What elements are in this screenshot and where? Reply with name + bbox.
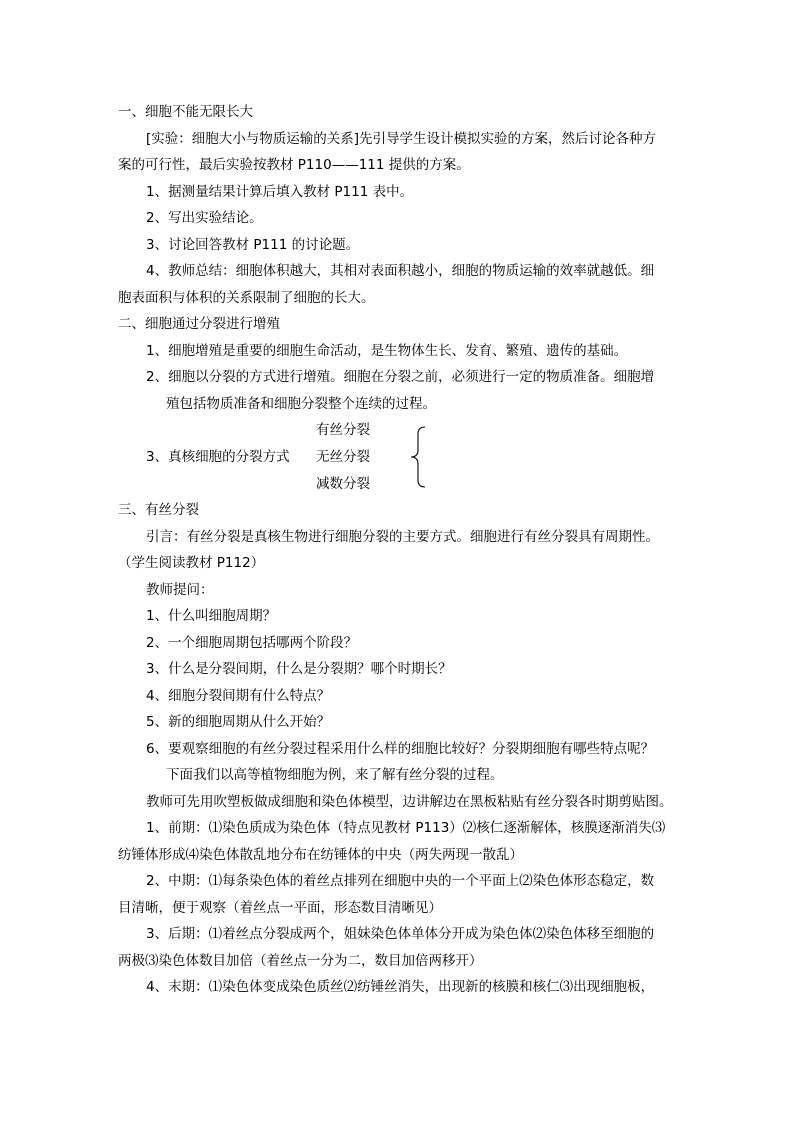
phase-metaphase-line2: 目清晰，便于观察（着丝点一平面，形态数目清晰见） <box>118 899 442 916</box>
division-modes-label: 3、真核细胞的分裂方式 <box>146 449 290 465</box>
division-mode-amitosis: 无丝分裂 <box>316 449 370 465</box>
document-body <box>118 99 678 1001</box>
teacher-questions-label: 教师提问： <box>146 581 214 598</box>
teacher-question: 5、新的细胞周期从什么开始？ <box>146 714 331 730</box>
phase-prophase-line2: 纺锤体形成⑷染色体散乱地分布在纺锤体的中央（两失两现一散乱） <box>118 846 523 863</box>
teacher-question: 6、要观察细胞的有丝分裂过程采用什么样的细胞比较好？分裂期细胞有哪些特点呢？ <box>146 740 655 757</box>
teacher-summary-line2: 胞表面积与体积的关系限制了细胞的长大。 <box>118 289 375 306</box>
experiment-intro-line2: 案的可行性，最后实验按教材 P110——111 提供的方案。 <box>118 157 470 173</box>
proliferation-point-2-line2: 殖包括物质准备和细胞分裂整个连续的过程。 <box>166 395 436 412</box>
teacher-question: 4、细胞分裂间期有什么特点？ <box>146 687 331 704</box>
experiment-step: 2、写出实验结论。 <box>146 210 263 226</box>
division-modes-diagram <box>118 417 678 497</box>
teacher-question: 2、一个细胞周期包括哪两个阶段？ <box>146 634 358 651</box>
mitosis-intro-line2: （学生阅读教材 P112） <box>118 555 265 571</box>
section2-heading: 二、细胞通过分裂进行增殖 <box>118 316 280 332</box>
teacher-method-text: 教师可先用吹塑板做成细胞和染色体模型，边讲解边在黑板粘贴有丝分裂各时期剪贴图。 <box>146 793 673 810</box>
phase-metaphase-line1: 2、中期：⑴每条染色体的着丝点排列在细胞中央的一个平面上⑵染色体形态稳定，数 <box>146 873 655 889</box>
experiment-intro-line1: [实验：细胞大小与物质运输的关系]先引导学生设计模拟实验的方案，然后讨论各种方 <box>146 130 657 147</box>
division-mode-meiosis: 减数分裂 <box>316 476 370 492</box>
experiment-step: 3、讨论回答教材 P111 的讨论题。 <box>146 236 360 253</box>
division-mode-mitosis: 有丝分裂 <box>316 422 370 438</box>
teacher-question: 1、什么叫细胞周期？ <box>146 608 277 624</box>
section1-heading: 一、细胞不能无限长大 <box>118 104 253 120</box>
mitosis-intro-line1: 引言：有丝分裂是真核生物进行细胞分裂的主要方式。细胞进行有丝分裂具有周期性。 <box>146 528 659 545</box>
curly-brace-icon <box>410 426 426 488</box>
teacher-summary-line1: 4、教师总结：细胞体积越大，其相对表面积越小，细胞的物质运输的效率就越低。细 <box>146 263 655 279</box>
lead-in-text: 下面我们以高等植物细胞为例，来了解有丝分裂的过程。 <box>166 767 504 783</box>
section3-heading: 三、有丝分裂 <box>118 502 199 518</box>
proliferation-point-2-line1: 2、细胞以分裂的方式进行增殖。细胞在分裂之前，必须进行一定的物质准备。细胞增 <box>146 369 655 385</box>
proliferation-point-1: 1、细胞增殖是重要的细胞生命活动，是生物体生长、发育、繁殖、遗传的基础。 <box>146 342 628 359</box>
phase-prophase-line1: 1、前期：⑴染色质成为染色体（特点见教材 P113）⑵核仁逐渐解体，核膜逐渐消失⑶ <box>146 820 666 836</box>
teacher-question: 3、什么是分裂间期，什么是分裂期？哪个时期长？ <box>146 661 452 677</box>
phase-anaphase-line2: 两极⑶染色体数目加倍（着丝点一分为二，数目加倍两移开） <box>118 952 483 969</box>
phase-anaphase-line1: 3、后期：⑴着丝点分裂成两个，姐妹染色体单体分开成为染色体⑵染色体移至细胞的 <box>146 926 655 942</box>
phase-telophase-line1: 4、末期：⑴染色体变成染色质丝⑵纺锤丝消失，出现新的核膜和核仁⑶出现细胞板， <box>146 979 655 995</box>
experiment-step: 1、据测量结果计算后填入教材 P111 表中。 <box>146 183 414 200</box>
